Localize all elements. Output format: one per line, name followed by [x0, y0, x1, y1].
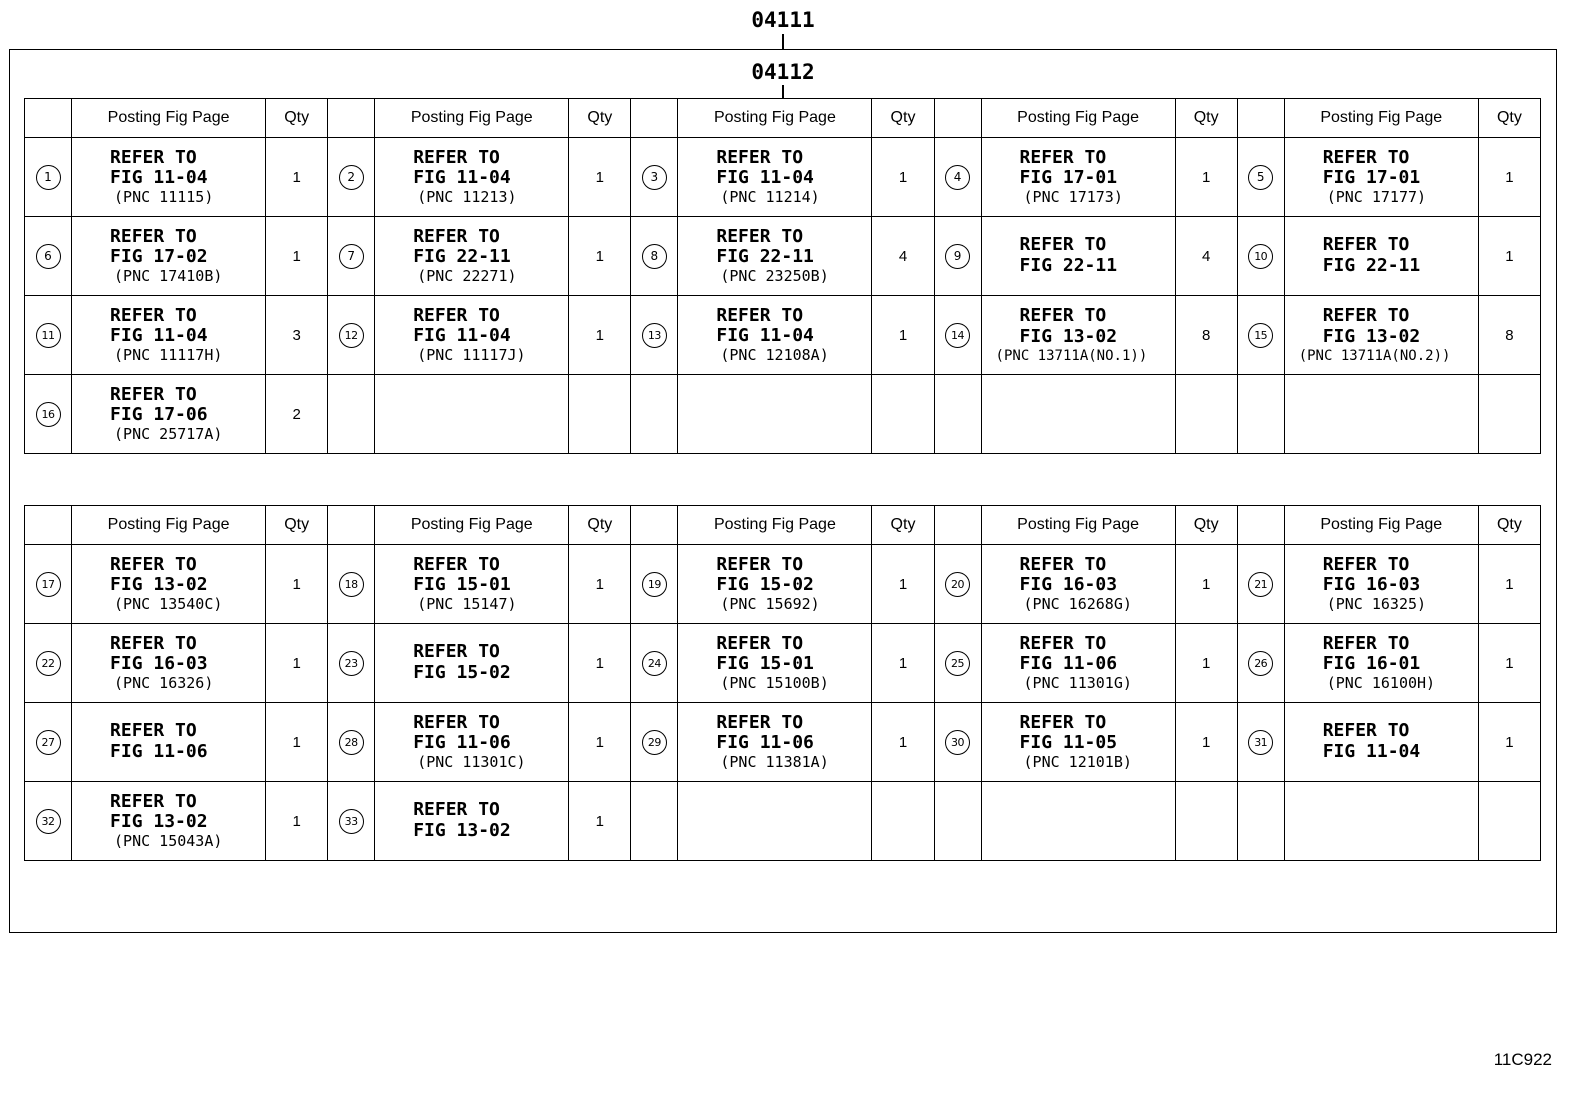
pnc-text: (PNC 13711A(NO.1)) — [995, 347, 1148, 364]
header-posting-fig-page: Posting Fig Page — [678, 506, 872, 545]
posting-fig-cell — [1284, 545, 1478, 624]
fig-reference-text: FIG 16-03 — [1019, 574, 1118, 596]
index-cell — [25, 624, 72, 703]
header-qty: Qty — [872, 99, 934, 138]
header-qty: Qty — [569, 99, 631, 138]
posting-fig-cell — [72, 782, 266, 861]
header-posting-fig-page: Posting Fig Page — [375, 99, 569, 138]
posting-fig-cell — [981, 703, 1175, 782]
index-cell — [25, 545, 72, 624]
circled-number-badge: 19 — [642, 572, 667, 597]
refer-to-text: REFER TO — [1019, 711, 1107, 733]
posting-fig-cell — [1284, 624, 1478, 703]
index-cell — [631, 545, 678, 624]
refer-to-text: REFER TO — [1019, 632, 1107, 654]
fig-reference-text: FIG 17-01 — [1322, 167, 1421, 189]
index-cell — [934, 375, 981, 454]
qty-cell: 1 — [569, 703, 631, 782]
refer-to-text: REFER TO — [110, 383, 197, 405]
circled-number-badge: 22 — [36, 651, 61, 676]
posting-fig-cell — [678, 624, 872, 703]
qty-cell: 1 — [266, 217, 328, 296]
leader-line-sub — [782, 85, 784, 99]
posting-fig-cell — [375, 782, 569, 861]
posting-fig-cell — [981, 375, 1175, 454]
header-qty: Qty — [1175, 506, 1237, 545]
pnc-text: (PNC 16100H) — [1326, 674, 1436, 693]
qty-cell: 4 — [1175, 217, 1237, 296]
qty-cell — [872, 782, 934, 861]
posting-fig-cell — [981, 624, 1175, 703]
refer-to-text: REFER TO — [110, 225, 197, 247]
circled-number-badge: 6 — [36, 244, 61, 269]
header-posting-fig-page: Posting Fig Page — [375, 506, 569, 545]
circled-number-badge: 14 — [945, 323, 970, 348]
refer-to-text: REFER TO — [413, 641, 500, 663]
posting-fig-cell — [678, 545, 872, 624]
refer-to-text: REFER TO — [413, 799, 500, 821]
posting-fig-cell — [1284, 296, 1478, 375]
fig-reference-text: FIG 15-01 — [716, 653, 814, 675]
fig-reference-text: FIG 11-05 — [1019, 732, 1118, 754]
pnc-text: (PNC 11115) — [114, 188, 214, 207]
index-cell — [934, 217, 981, 296]
posting-fig-cell — [1284, 703, 1478, 782]
header-qty: Qty — [1478, 506, 1540, 545]
table-row — [25, 375, 1541, 454]
refer-to-text: REFER TO — [1019, 553, 1107, 575]
posting-fig-cell — [678, 782, 872, 861]
refer-to-text: REFER TO — [716, 711, 804, 733]
posting-fig-cell — [678, 296, 872, 375]
posting-fig-cell — [678, 703, 872, 782]
qty-cell: 1 — [569, 545, 631, 624]
fig-reference-text: FIG 15-02 — [716, 574, 814, 596]
posting-fig-cell — [1284, 375, 1478, 454]
qty-cell: 1 — [569, 138, 631, 217]
pnc-text: (PNC 17410B) — [114, 267, 223, 286]
pnc-text: (PNC 11213) — [417, 188, 517, 207]
circled-number-badge: 28 — [339, 730, 364, 755]
index-cell — [631, 138, 678, 217]
pnc-text: (PNC 15100B) — [720, 674, 829, 693]
index-cell — [328, 217, 375, 296]
posting-fig-cell — [981, 545, 1175, 624]
qty-cell: 1 — [1478, 545, 1540, 624]
pnc-text: (PNC 11214) — [720, 188, 820, 207]
fig-reference-text: FIG 11-04 — [716, 325, 814, 347]
refer-to-text: REFER TO — [716, 553, 804, 575]
index-cell — [1237, 138, 1284, 217]
index-cell — [631, 296, 678, 375]
fig-reference-text: FIG 11-06 — [1019, 653, 1118, 675]
header-index-cell — [934, 99, 981, 138]
posting-fig-cell — [72, 624, 266, 703]
fig-reference-text: FIG 11-06 — [716, 732, 814, 754]
qty-cell — [872, 375, 934, 454]
refer-to-text: REFER TO — [110, 553, 197, 575]
circled-number-badge: 12 — [339, 323, 364, 348]
index-cell — [25, 296, 72, 375]
pnc-text: (PNC 15692) — [720, 595, 820, 614]
qty-cell: 1 — [266, 782, 328, 861]
table-row — [25, 296, 1541, 375]
index-cell — [328, 703, 375, 782]
kit-number-top: 04111 — [751, 8, 815, 32]
qty-cell: 8 — [1175, 296, 1237, 375]
pnc-text: (PNC 12101B) — [1023, 753, 1132, 772]
index-cell — [934, 545, 981, 624]
posting-fig-cell — [981, 138, 1175, 217]
qty-cell: 1 — [1175, 138, 1237, 217]
posting-fig-cell — [375, 545, 569, 624]
circled-number-badge: 5 — [1248, 165, 1273, 190]
circled-number-badge: 16 — [36, 402, 61, 427]
pnc-text: (PNC 22271) — [417, 267, 517, 286]
header-posting-fig-page: Posting Fig Page — [981, 506, 1175, 545]
header-index-cell — [25, 99, 72, 138]
fig-reference-text: FIG 22-11 — [413, 246, 511, 268]
refer-to-text: REFER TO — [413, 553, 500, 575]
fig-reference-text: FIG 17-01 — [1019, 167, 1118, 189]
index-cell — [934, 296, 981, 375]
qty-cell — [1478, 782, 1540, 861]
parts-table-1 — [24, 98, 1541, 454]
table-row — [25, 782, 1541, 861]
posting-fig-cell — [981, 782, 1175, 861]
posting-fig-cell — [678, 217, 872, 296]
header-qty: Qty — [569, 506, 631, 545]
header-index-cell — [1237, 99, 1284, 138]
index-cell — [631, 217, 678, 296]
table-header-row — [25, 506, 1541, 545]
index-cell — [25, 375, 72, 454]
table-header-row — [25, 99, 1541, 138]
index-cell — [328, 296, 375, 375]
index-cell — [631, 703, 678, 782]
posting-fig-cell — [1284, 782, 1478, 861]
fig-reference-text: FIG 16-03 — [1322, 574, 1421, 596]
circled-number-badge: 8 — [642, 244, 667, 269]
circled-number-badge: 20 — [945, 572, 970, 597]
circled-number-badge: 24 — [642, 651, 667, 676]
circled-number-badge: 1 — [36, 165, 61, 190]
index-cell — [1237, 782, 1284, 861]
posting-fig-cell — [1284, 217, 1478, 296]
index-cell — [328, 782, 375, 861]
circled-number-badge: 21 — [1248, 572, 1273, 597]
fig-reference-text: FIG 13-02 — [1019, 325, 1118, 347]
index-cell — [328, 138, 375, 217]
refer-to-text: REFER TO — [1322, 632, 1410, 654]
index-cell — [934, 782, 981, 861]
qty-cell — [1175, 782, 1237, 861]
index-cell — [25, 217, 72, 296]
circled-number-badge: 13 — [642, 323, 667, 348]
kit-number-sub: 04112 — [751, 60, 815, 84]
pnc-text: (PNC 15043A) — [114, 832, 223, 851]
index-cell — [1237, 375, 1284, 454]
fig-reference-text: FIG 13-02 — [413, 820, 511, 841]
refer-to-text: REFER TO — [110, 632, 197, 654]
index-cell — [631, 375, 678, 454]
leader-line-top — [782, 34, 784, 49]
index-cell — [25, 782, 72, 861]
circled-number-badge: 15 — [1248, 323, 1273, 348]
refer-to-text: REFER TO — [413, 146, 500, 168]
table-row — [25, 624, 1541, 703]
index-cell — [631, 782, 678, 861]
posting-fig-cell — [375, 703, 569, 782]
pnc-text: (PNC 12108A) — [720, 346, 829, 365]
index-cell — [934, 624, 981, 703]
fig-reference-text: FIG 11-04 — [413, 167, 511, 189]
posting-fig-cell — [375, 217, 569, 296]
fig-reference-text: FIG 15-01 — [413, 574, 511, 596]
posting-fig-cell — [375, 138, 569, 217]
refer-to-text: REFER TO — [716, 225, 804, 247]
table-row — [25, 703, 1541, 782]
qty-cell: 1 — [1478, 624, 1540, 703]
qty-cell: 1 — [872, 296, 934, 375]
qty-cell — [1478, 375, 1540, 454]
fig-reference-text: FIG 11-04 — [110, 325, 208, 347]
header-qty: Qty — [1175, 99, 1237, 138]
refer-to-text: REFER TO — [413, 225, 500, 247]
header-index-cell — [631, 99, 678, 138]
fig-reference-text: FIG 17-06 — [110, 404, 208, 426]
pnc-text: (PNC 11381A) — [720, 753, 829, 772]
qty-cell: 1 — [1175, 624, 1237, 703]
fig-reference-text: FIG 11-04 — [1322, 741, 1421, 762]
refer-to-text: REFER TO — [110, 304, 197, 326]
refer-to-text: REFER TO — [716, 304, 804, 326]
qty-cell — [569, 375, 631, 454]
table-row — [25, 138, 1541, 217]
qty-cell: 1 — [1478, 217, 1540, 296]
pnc-text: (PNC 11301G) — [1023, 674, 1132, 693]
qty-cell — [1175, 375, 1237, 454]
refer-to-text: REFER TO — [413, 711, 500, 733]
qty-cell: 1 — [569, 624, 631, 703]
qty-cell: 1 — [266, 703, 328, 782]
circled-number-badge: 30 — [945, 730, 970, 755]
posting-fig-cell — [72, 375, 266, 454]
header-qty: Qty — [266, 99, 328, 138]
refer-to-text: REFER TO — [110, 146, 197, 168]
circled-number-badge: 31 — [1248, 730, 1273, 755]
header-qty: Qty — [872, 506, 934, 545]
circled-number-badge: 23 — [339, 651, 364, 676]
header-index-cell — [1237, 506, 1284, 545]
header-index-cell — [934, 506, 981, 545]
fig-reference-text: FIG 11-04 — [413, 325, 511, 347]
circled-number-badge: 11 — [36, 323, 61, 348]
pnc-text: (PNC 11301C) — [417, 753, 526, 772]
circled-number-badge: 27 — [36, 730, 61, 755]
refer-to-text: REFER TO — [1019, 305, 1107, 327]
fig-reference-text: FIG 13-02 — [110, 574, 208, 596]
pnc-text: (PNC 23250B) — [720, 267, 829, 286]
header-index-cell — [631, 506, 678, 545]
qty-cell: 1 — [1175, 703, 1237, 782]
index-cell — [1237, 296, 1284, 375]
refer-to-text: REFER TO — [716, 632, 804, 654]
circled-number-badge: 17 — [36, 572, 61, 597]
index-cell — [1237, 624, 1284, 703]
circled-number-badge: 26 — [1248, 651, 1273, 676]
circled-number-badge: 2 — [339, 165, 364, 190]
pnc-text: (PNC 16326) — [114, 674, 214, 693]
header-qty: Qty — [1478, 99, 1540, 138]
posting-fig-cell — [678, 138, 872, 217]
refer-to-text: REFER TO — [1322, 720, 1410, 742]
refer-to-text: REFER TO — [1322, 146, 1410, 168]
posting-fig-cell — [375, 624, 569, 703]
qty-cell: 4 — [872, 217, 934, 296]
circled-number-badge: 33 — [339, 809, 364, 834]
posting-fig-cell — [981, 296, 1175, 375]
qty-cell: 3 — [266, 296, 328, 375]
refer-to-text: REFER TO — [110, 790, 197, 812]
fig-reference-text: FIG 17-02 — [110, 246, 208, 268]
posting-fig-cell — [72, 545, 266, 624]
header-posting-fig-page: Posting Fig Page — [72, 99, 266, 138]
index-cell — [934, 138, 981, 217]
fig-reference-text: FIG 13-02 — [110, 811, 208, 833]
posting-fig-cell — [72, 703, 266, 782]
table-row — [25, 217, 1541, 296]
qty-cell: 1 — [1175, 545, 1237, 624]
posting-fig-cell — [375, 296, 569, 375]
header-posting-fig-page: Posting Fig Page — [981, 99, 1175, 138]
fig-reference-text: FIG 22-11 — [716, 246, 814, 268]
header-index-cell — [25, 506, 72, 545]
index-cell — [1237, 217, 1284, 296]
qty-cell: 1 — [872, 545, 934, 624]
index-cell — [328, 375, 375, 454]
table-row — [25, 545, 1541, 624]
fig-reference-text: FIG 16-01 — [1322, 653, 1421, 675]
circled-number-badge: 9 — [945, 244, 970, 269]
header-posting-fig-page: Posting Fig Page — [1284, 99, 1478, 138]
refer-to-text: REFER TO — [413, 304, 500, 326]
posting-fig-cell — [72, 217, 266, 296]
diagram-id: 11C922 — [1493, 1050, 1552, 1069]
qty-cell: 1 — [266, 138, 328, 217]
qty-cell: 1 — [872, 703, 934, 782]
qty-cell: 1 — [1478, 138, 1540, 217]
index-cell — [1237, 703, 1284, 782]
pnc-text: (PNC 17173) — [1023, 188, 1123, 207]
refer-to-text: REFER TO — [1019, 146, 1107, 168]
pnc-text: (PNC 25717A) — [114, 425, 223, 444]
fig-reference-text: FIG 15-02 — [413, 662, 511, 683]
circled-number-badge: 25 — [945, 651, 970, 676]
qty-cell: 1 — [1478, 703, 1540, 782]
pnc-text: (PNC 13540C) — [114, 595, 223, 614]
index-cell — [934, 703, 981, 782]
header-index-cell — [328, 99, 375, 138]
fig-reference-text: FIG 13-02 — [1322, 325, 1421, 347]
posting-fig-cell — [1284, 138, 1478, 217]
pnc-text: (PNC 16325) — [1326, 595, 1427, 614]
fig-reference-text: FIG 11-06 — [413, 732, 511, 754]
fig-reference-text: FIG 11-04 — [716, 167, 814, 189]
circled-number-badge: 10 — [1248, 244, 1273, 269]
refer-to-text: REFER TO — [110, 720, 197, 742]
qty-cell: 1 — [569, 782, 631, 861]
circled-number-badge: 32 — [36, 809, 61, 834]
refer-to-text: REFER TO — [1322, 553, 1410, 575]
qty-cell: 1 — [266, 545, 328, 624]
fig-reference-text: FIG 11-06 — [110, 741, 208, 762]
qty-cell: 1 — [569, 296, 631, 375]
index-cell — [25, 138, 72, 217]
header-index-cell — [328, 506, 375, 545]
fig-reference-text: FIG 16-03 — [110, 653, 208, 675]
index-cell — [631, 624, 678, 703]
posting-fig-cell — [981, 217, 1175, 296]
posting-fig-cell — [375, 375, 569, 454]
index-cell — [25, 703, 72, 782]
pnc-text: (PNC 11117J) — [417, 346, 526, 365]
pnc-text: (PNC 15147) — [417, 595, 517, 614]
refer-to-text: REFER TO — [1322, 234, 1410, 256]
pnc-text: (PNC 11117H) — [114, 346, 223, 365]
qty-cell: 1 — [569, 217, 631, 296]
header-posting-fig-page: Posting Fig Page — [678, 99, 872, 138]
circled-number-badge: 7 — [339, 244, 364, 269]
posting-fig-cell — [678, 375, 872, 454]
qty-cell: 8 — [1478, 296, 1540, 375]
index-cell — [1237, 545, 1284, 624]
qty-cell: 1 — [872, 624, 934, 703]
circled-number-badge: 18 — [339, 572, 364, 597]
pnc-text: (PNC 16268G) — [1023, 595, 1132, 614]
index-cell — [328, 624, 375, 703]
circled-number-badge: 29 — [642, 730, 667, 755]
pnc-text: (PNC 17177) — [1326, 188, 1427, 207]
refer-to-text: REFER TO — [1322, 305, 1410, 327]
fig-reference-text: FIG 11-04 — [110, 167, 208, 189]
refer-to-text: REFER TO — [1019, 234, 1107, 256]
circled-number-badge: 3 — [642, 165, 667, 190]
posting-fig-cell — [72, 138, 266, 217]
parts-table-2 — [24, 505, 1541, 861]
header-posting-fig-page: Posting Fig Page — [72, 506, 266, 545]
fig-reference-text: FIG 22-11 — [1322, 255, 1421, 276]
header-qty: Qty — [266, 506, 328, 545]
header-posting-fig-page: Posting Fig Page — [1284, 506, 1478, 545]
fig-reference-text: FIG 22-11 — [1019, 255, 1118, 276]
qty-cell: 1 — [872, 138, 934, 217]
circled-number-badge: 4 — [945, 165, 970, 190]
index-cell — [328, 545, 375, 624]
qty-cell: 1 — [266, 624, 328, 703]
posting-fig-cell — [72, 296, 266, 375]
pnc-text: (PNC 13711A(NO.2)) — [1298, 347, 1451, 364]
qty-cell: 2 — [266, 375, 328, 454]
refer-to-text: REFER TO — [716, 146, 804, 168]
